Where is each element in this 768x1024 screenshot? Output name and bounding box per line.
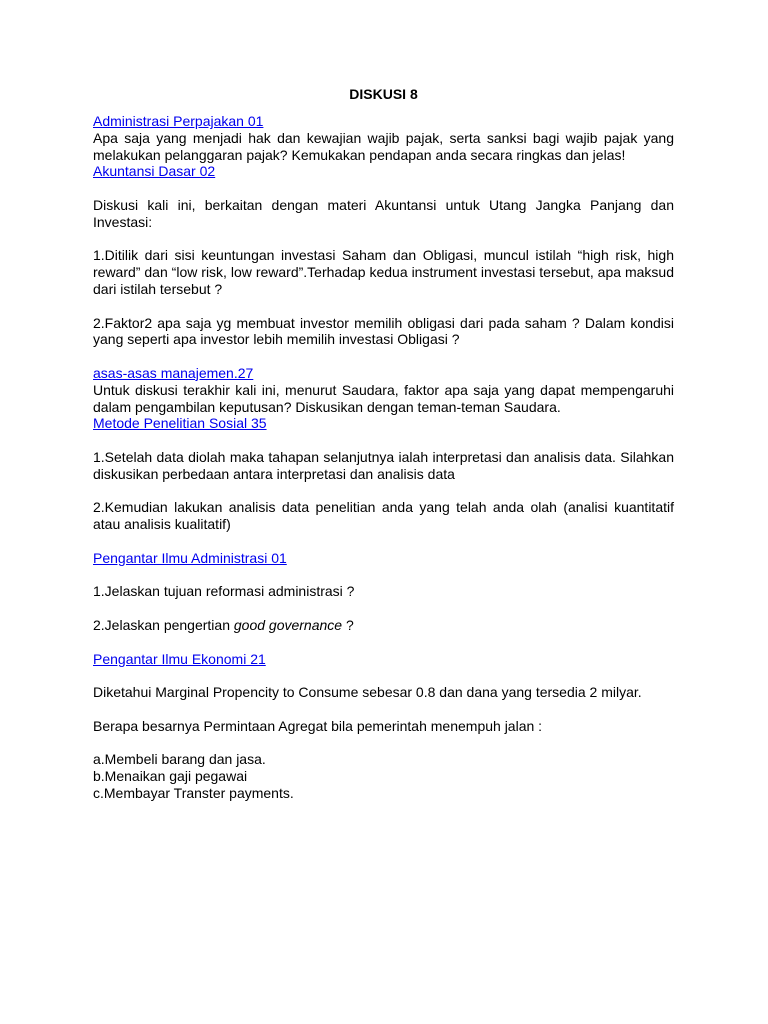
- question-2: 2.Jelaskan pengertian good governance ?: [93, 616, 354, 633]
- question-text: Berapa besarnya Permintaan Agregat bila pemerintah menempuh jalan :: [93, 717, 543, 734]
- italic-term: good governance: [233, 616, 343, 633]
- course-link-pengantar-ilmu-ekonomi[interactable]: Pengantar Ilmu Ekonomi 21: [93, 650, 266, 667]
- option-a: a.Membeli barang dan jasa.: [93, 751, 266, 768]
- section-pengantar-ilmu-ekonomi: [93, 651, 674, 802]
- course-link-metode-penelitian-sosial[interactable]: Metode Penelitian Sosial 35: [93, 415, 267, 432]
- section-asas-manajemen: [93, 365, 674, 415]
- course-link-akuntansi-dasar[interactable]: Akuntansi Dasar 02: [93, 163, 216, 180]
- course-link-asas-manajemen[interactable]: asas-asas manajemen.27: [93, 364, 254, 381]
- section-metode-penelitian-sosial: [93, 415, 674, 549]
- question-text: Apa saja yang menjadi hak dan kewajian wajib pajak, serta sanksi bagi wajib pajak yang melakukan pelanggaran pajak? Kemukakan pendapan anda secara ringkas dan jelas!: [93, 129, 674, 163]
- intro-text: Diketahui Marginal Propencity to Consume sebesar 0.8 dan dana yang tersedia 2 milyar.: [93, 684, 642, 701]
- section-administrasi-perpajakan: [93, 113, 674, 163]
- section-pengantar-ilmu-administrasi: [93, 550, 674, 651]
- question-2: 2.Faktor2 apa saja yg membuat investor memilih obligasi dari pada saham ? Dalam kondisi yang seperti apa investor lebih memilih investasi Obligasi ?: [93, 314, 674, 348]
- course-link-pengantar-ilmu-administrasi[interactable]: Pengantar Ilmu Administrasi 01: [93, 549, 287, 566]
- question-text: Untuk diskusi terakhir kali ini, menurut Saudara, faktor apa saja yang dapat mempengaruhi dalam pengambilan keputusan? Diskusikan dengan teman-teman Saudara.: [93, 381, 674, 415]
- section-akuntansi-dasar: [93, 163, 674, 365]
- page-title: DISKUSI 8: [349, 86, 418, 102]
- question-1: 1.Setelah data diolah maka tahapan selanjutnya ialah interpretasi dan analisis data. Silahkan diskusikan perbedaan antara interpretasi dan analisis data: [93, 448, 674, 482]
- document-page: [93, 86, 674, 802]
- option-c: c.Membayar Transter payments.: [93, 784, 294, 801]
- question-1: 1.Jelaskan tujuan reformasi administrasi ?: [93, 583, 355, 600]
- option-b: b.Menaikan gaji pegawai: [93, 768, 248, 785]
- course-link-administrasi-perpajakan[interactable]: Administrasi Perpajakan 01: [93, 113, 264, 129]
- intro-text: Diskusi kali ini, berkaitan dengan materi Akuntansi untuk Utang Jangka Panjang dan Investasi:: [93, 196, 674, 230]
- question-2: 2.Kemudian lakukan analisis data penelitian anda yang telah anda olah (analisi kuantitatif atau analisis kualitatif): [93, 499, 674, 533]
- question-1: 1.Ditilik dari sisi keuntungan investasi Saham dan Obligasi, muncul istilah “high risk, high reward” dan “low risk, low reward”.Terhadap kedua instrument investasi tersebut, apa maksud dari istilah tersebut ?: [93, 247, 674, 297]
